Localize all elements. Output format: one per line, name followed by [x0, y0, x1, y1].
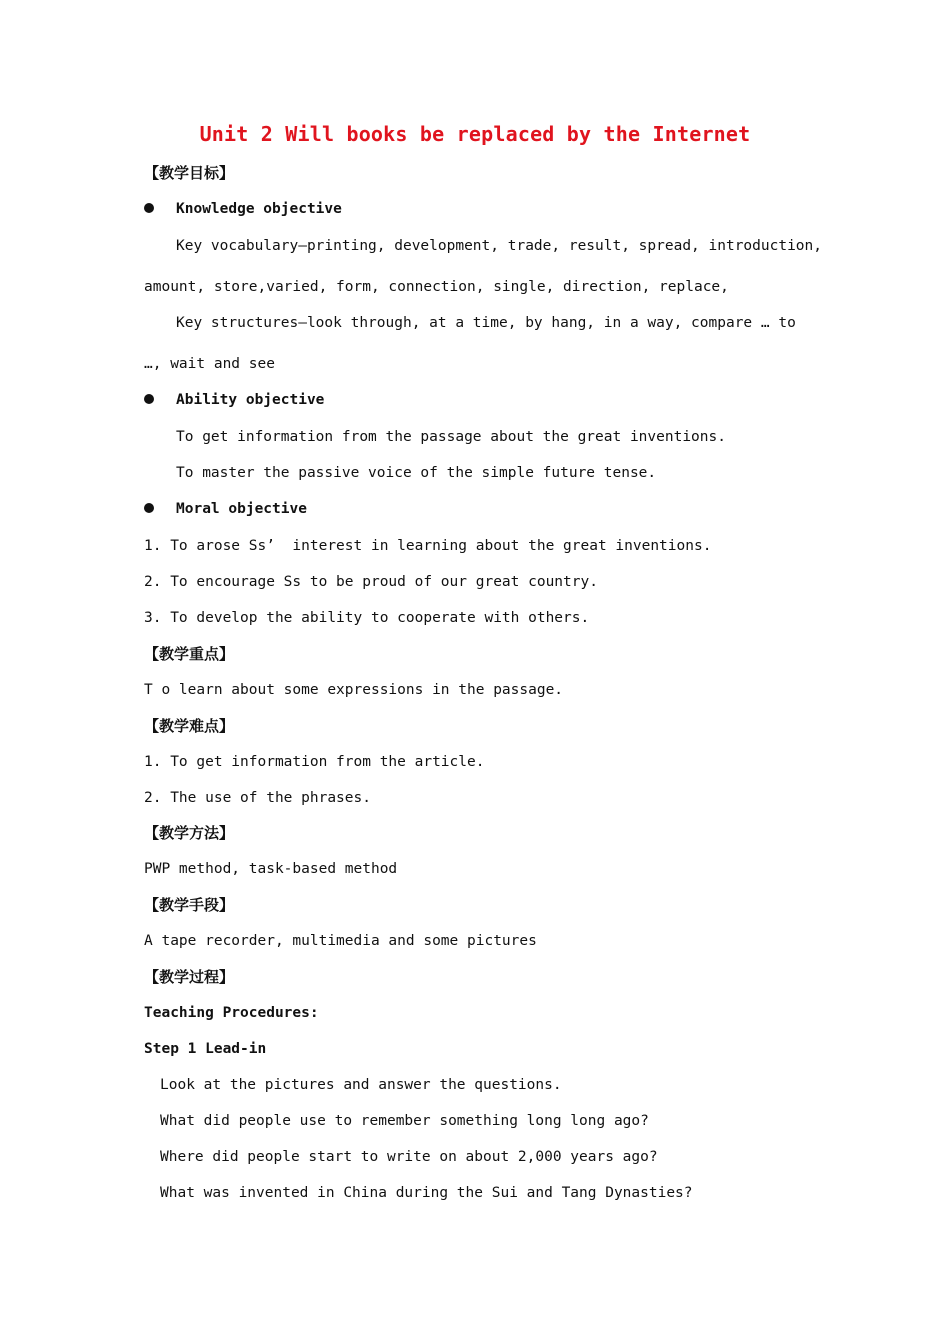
process-heading: 【教学过程】 — [144, 968, 235, 986]
step-1-line: What was invented in China during the Sui and Tang Dynasties? — [160, 1185, 693, 1201]
moral-item-2: 2. To encourage Ss to be proud of our great country. — [144, 574, 598, 590]
means-text: A tape recorder, multimedia and some pictures — [144, 933, 537, 949]
moral-objective-label: Moral objective — [176, 501, 307, 517]
vocab-line-2: amount, store,varied, form, connection, single, direction, replace, — [144, 279, 729, 295]
knowledge-objective-label: Knowledge objective — [176, 201, 342, 217]
means-heading: 【教学手段】 — [144, 896, 235, 914]
moral-item-1: 1. To arose Ss’ interest in learning about the great inventions. — [144, 538, 712, 554]
bullet-icon — [144, 394, 154, 404]
ability-line-1: To get information from the passage about the great inventions. — [176, 429, 726, 445]
ability-objective-label: Ability objective — [176, 392, 325, 408]
key-points-text: T o learn about some expressions in the passage. — [144, 682, 564, 698]
key-points-heading: 【教学重点】 — [144, 645, 235, 663]
document-title: Unit 2 Will books be replaced by the Internet — [199, 122, 751, 146]
bullet-icon — [144, 203, 154, 213]
ability-line-2: To master the passive voice of the simple future tense. — [176, 465, 657, 481]
structures-line-1: Key structures—look through, at a time, by hang, in a way, compare … to — [176, 315, 796, 331]
step-1-label: Step 1 Lead-in — [144, 1041, 267, 1057]
objectives-heading: 【教学目标】 — [144, 164, 235, 182]
methods-text: PWP method, task-based method — [144, 861, 398, 877]
difficulty-item-1: 1. To get information from the article. — [144, 754, 485, 770]
difficulties-heading: 【教学难点】 — [144, 717, 235, 735]
difficulty-item-2: 2. The use of the phrases. — [144, 790, 371, 806]
step-1-line: Where did people start to write on about 2,000 years ago? — [160, 1149, 658, 1165]
moral-item-3: 3. To develop the ability to cooperate with others. — [144, 610, 590, 626]
structures-line-2: …, wait and see — [144, 356, 275, 372]
teaching-procedures-label: Teaching Procedures: — [144, 1005, 319, 1021]
bullet-icon — [144, 503, 154, 513]
step-1-line: What did people use to remember something long long ago? — [160, 1113, 649, 1129]
step-1-line: Look at the pictures and answer the questions. — [160, 1077, 562, 1093]
vocab-line-1: Key vocabulary—printing, development, trade, result, spread, introduction, — [176, 238, 823, 254]
methods-heading: 【教学方法】 — [144, 824, 235, 842]
